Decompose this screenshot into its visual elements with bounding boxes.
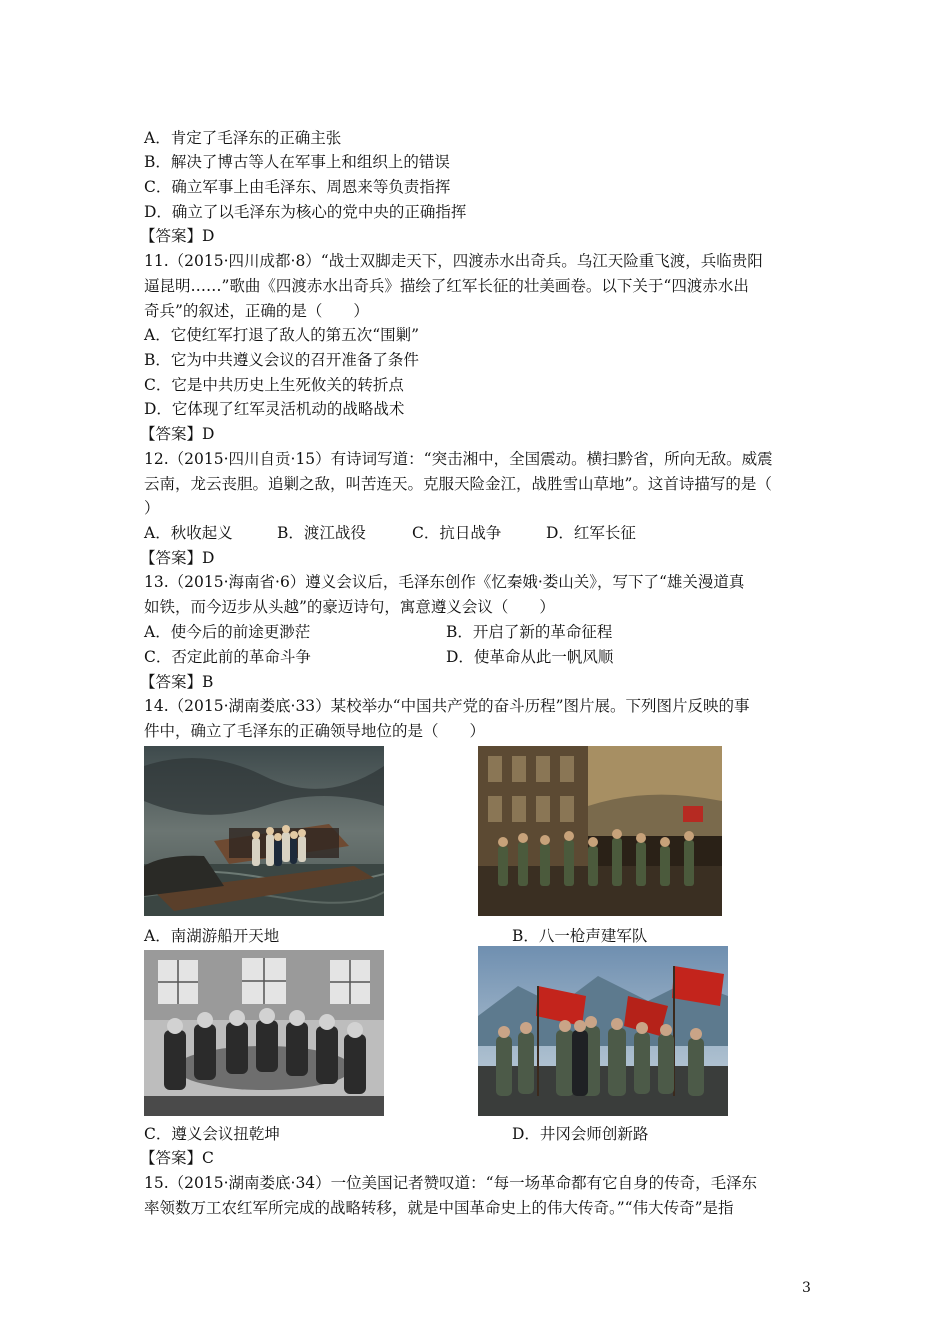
- q13-option-a: A．使今后的前途更渺茫: [144, 623, 311, 641]
- q12-stem-line-3: ）: [144, 499, 160, 517]
- q12-option-a: A．秋收起义: [144, 524, 233, 542]
- q14-stem-line-1: 14.（2015·湖南娄底·33）某校举办“中国共产党的奋斗历程”图片展。下列图片反映的事: [144, 697, 750, 715]
- q13-option-c: C．否定此前的革命斗争: [144, 648, 311, 666]
- q12-option-d: D．红军长征: [546, 524, 636, 542]
- q11-option-b: B．它为中共遵义会议的召开准备了条件: [144, 351, 419, 369]
- image-caption-a: A．南湖游船开天地: [144, 927, 280, 945]
- q11-option-c: C．它是中共历史上生死攸关的转折点: [144, 376, 404, 394]
- q13-answer: 【答案】B: [140, 673, 214, 691]
- image-caption-b: B．八一枪声建军队: [512, 927, 648, 945]
- q13-option-d: D．使革命从此一帆风顺: [446, 648, 614, 666]
- image-jinggang-meeting: [478, 946, 728, 1116]
- q10-option-b: B．解决了博古等人在军事上和组织上的错误: [144, 153, 450, 171]
- image-bayi-uprising: [478, 746, 722, 916]
- q15-stem-line-2: 率领数万工农红军所完成的战略转移，就是中国革命史上的伟大传奇。”“伟大传奇”是指: [144, 1199, 734, 1217]
- image-south-lake-boat: [144, 746, 384, 916]
- q11-stem-line-3: 奇兵”的叙述，正确的是（ ）: [144, 302, 369, 320]
- page-number: 3: [802, 1280, 811, 1296]
- q11-option-d: D．它体现了红军灵活机动的战略战术: [144, 400, 405, 418]
- q15-stem-line-1: 15.（2015·湖南娄底·34）一位美国记者赞叹道：“每一场革命都有它自身的传奇，毛泽东: [144, 1174, 758, 1192]
- q10-option-d: D．确立了以毛泽东为核心的党中央的正确指挥: [144, 203, 467, 221]
- q12-stem-line-1: 12.（2015·四川自贡·15）有诗词写道：“突击湘中，全国震动。横扫黔省，所向无敌。威震: [144, 450, 773, 468]
- q11-option-a: A．它使红军打退了敌人的第五次“围剿”: [144, 326, 420, 344]
- q11-stem-line-1: 11.（2015·四川成都·8）“战士双脚走天下，四渡赤水出奇兵。乌江天险重飞渡，兵临贵阳: [144, 252, 763, 270]
- q11-stem-line-2: 逼昆明……”歌曲《四渡赤水出奇兵》描绘了红军长征的壮美画卷。以下关于“四渡赤水出: [144, 277, 749, 295]
- image-zunyi-meeting: [144, 950, 384, 1116]
- q12-answer: 【答案】D: [140, 549, 215, 567]
- q12-stem-line-2: 云南，龙云丧胆。追剿之敌，叫苦连天。克服天险金江，战胜雪山草地”。这首诗描写的是（: [144, 475, 772, 493]
- q13-option-b: B．开启了新的革命征程: [446, 623, 613, 641]
- image-caption-d: D．井冈会师创新路: [512, 1125, 649, 1143]
- q10-answer: 【答案】D: [140, 227, 215, 245]
- q10-option-a: A．肯定了毛泽东的正确主张: [144, 129, 342, 147]
- image-caption-c: C．遵义会议扭乾坤: [144, 1125, 280, 1143]
- q11-answer: 【答案】D: [140, 425, 215, 443]
- q13-stem-line-1: 13.（2015·海南省·6）遵义会议后，毛泽东创作《忆秦娥·娄山关》，写下了“雄关漫道真: [144, 573, 745, 591]
- q12-option-c: C．抗日战争: [412, 524, 502, 542]
- q10-option-c: C．确立军事上由毛泽东、周恩来等负责指挥: [144, 178, 451, 196]
- q13-stem-line-2: 如铁，而今迈步从头越”的豪迈诗句，寓意遵义会议（ ）: [144, 598, 555, 616]
- q14-stem-line-2: 件中，确立了毛泽东的正确领导地位的是（ ）: [144, 722, 486, 740]
- q14-answer: 【答案】C: [140, 1149, 214, 1167]
- q12-option-b: B．渡江战役: [277, 524, 366, 542]
